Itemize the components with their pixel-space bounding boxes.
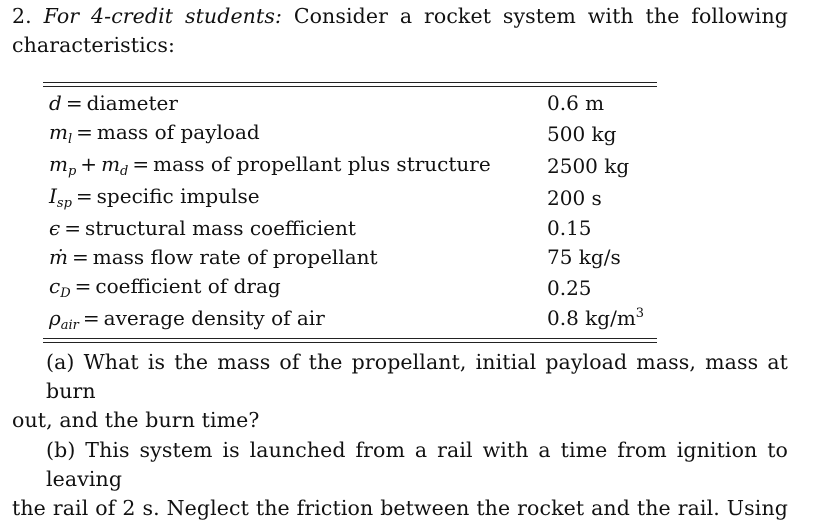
parameter-value: 75 kg/s xyxy=(547,245,621,269)
table-row xyxy=(43,214,657,243)
parameter-symbol-subscript: sp xyxy=(56,196,72,211)
table-top-rule xyxy=(43,82,657,87)
parameter-definition xyxy=(43,150,547,182)
equals-sign: = xyxy=(82,306,100,330)
parameter-value: 0.8 kg/m xyxy=(547,306,636,330)
parameter-value-cell xyxy=(547,89,657,118)
parameter-definition xyxy=(43,89,547,118)
parameter-definition xyxy=(43,304,547,336)
problem-intro-line-1 xyxy=(12,2,788,31)
parameter-value: 0.15 xyxy=(547,216,592,240)
parameter-symbol: ṁ xyxy=(49,245,68,269)
parameter-symbol-subscript: air xyxy=(60,318,79,333)
parameter-value: 500 kg xyxy=(547,121,617,146)
problem-intro-text: Consider a rocket system with the following xyxy=(293,4,788,28)
parameter-definition xyxy=(43,118,547,150)
plus-sign: + xyxy=(80,152,98,176)
parameter-description: coefficient of drag xyxy=(95,274,281,298)
table-row xyxy=(43,118,657,150)
parameter-value: 200 s xyxy=(547,185,602,210)
problem-intro-line-2: characteristics: xyxy=(12,33,175,57)
parameter-symbol-subscript: D xyxy=(60,286,71,301)
parameters-table-body xyxy=(43,89,657,336)
parameter-description: diameter xyxy=(86,91,178,115)
parameter-value-cell xyxy=(547,118,657,150)
problem-number: 2. xyxy=(12,4,32,28)
parameter-symbol-subscript: p xyxy=(67,164,77,179)
equals-sign: = xyxy=(76,120,93,144)
table-row xyxy=(43,243,657,272)
table-row xyxy=(43,304,657,336)
parameter-description: mass of payload xyxy=(96,120,260,144)
equals-sign: = xyxy=(75,184,93,208)
equals-sign: = xyxy=(74,274,92,298)
part-a-line-1: (a) What is the mass of the propellant, initial payload mass, mass at burn xyxy=(46,350,788,403)
equals-sign: = xyxy=(71,245,89,269)
part-a-line-2: out, and the burn time? xyxy=(12,408,260,432)
parameter-value-cell xyxy=(547,150,657,182)
parameter-value-cell xyxy=(547,182,657,214)
table-row xyxy=(43,89,657,118)
parameter-definition xyxy=(43,214,547,243)
parameter-definition xyxy=(43,182,547,214)
parameter-definition xyxy=(43,272,547,304)
parameter-symbol-subscript: l xyxy=(67,132,73,147)
parameter-symbol-2-subscript: d xyxy=(120,164,129,179)
parameter-description: specific impulse xyxy=(96,184,260,208)
parameter-symbol: I xyxy=(49,184,57,208)
parameter-description: mass flow rate of propellant xyxy=(92,245,378,269)
parameter-symbol: ρ xyxy=(49,306,61,330)
parameter-symbol: ϵ xyxy=(49,216,61,240)
parameter-value-cell xyxy=(547,304,657,336)
parameter-value: 0.6 m xyxy=(547,91,605,115)
parameter-description: structural mass coefficient xyxy=(84,216,356,240)
problem-qualifier: For 4-credit students: xyxy=(43,4,282,28)
parameter-definition xyxy=(43,243,547,272)
part-a xyxy=(12,348,788,435)
part-b-line-2: the rail of 2 s. Neglect the friction between the rocket and the rail. Using xyxy=(12,496,788,520)
parameter-symbol: m xyxy=(49,120,68,144)
part-b xyxy=(12,436,788,523)
problem-intro xyxy=(12,2,788,60)
equals-sign: = xyxy=(64,216,81,240)
parameter-symbol: d xyxy=(49,91,62,115)
table-bottom-rule xyxy=(43,338,657,343)
table-row xyxy=(43,272,657,304)
parameter-value: 0.25 xyxy=(547,275,592,300)
equals-sign: = xyxy=(65,91,83,115)
parameter-value-cell xyxy=(547,214,657,243)
parameter-value-superscript: 3 xyxy=(635,306,645,321)
parameter-symbol: m xyxy=(49,152,68,176)
table-row xyxy=(43,150,657,182)
equals-sign: = xyxy=(132,152,150,176)
parameter-value-cell xyxy=(547,272,657,304)
parameter-description: mass of propellant plus structure xyxy=(153,152,491,176)
table-row xyxy=(43,182,657,214)
parameter-value-cell xyxy=(547,243,657,272)
parameter-symbol: c xyxy=(49,274,61,298)
part-b-line-1: (b) This system is launched from a rail with a time from ignition to leaving xyxy=(46,438,788,491)
parameter-symbol-2: m xyxy=(101,152,121,176)
parameters-table xyxy=(43,82,657,343)
parameter-description: average density of air xyxy=(103,306,325,330)
parameter-value: 2500 kg xyxy=(547,153,630,178)
